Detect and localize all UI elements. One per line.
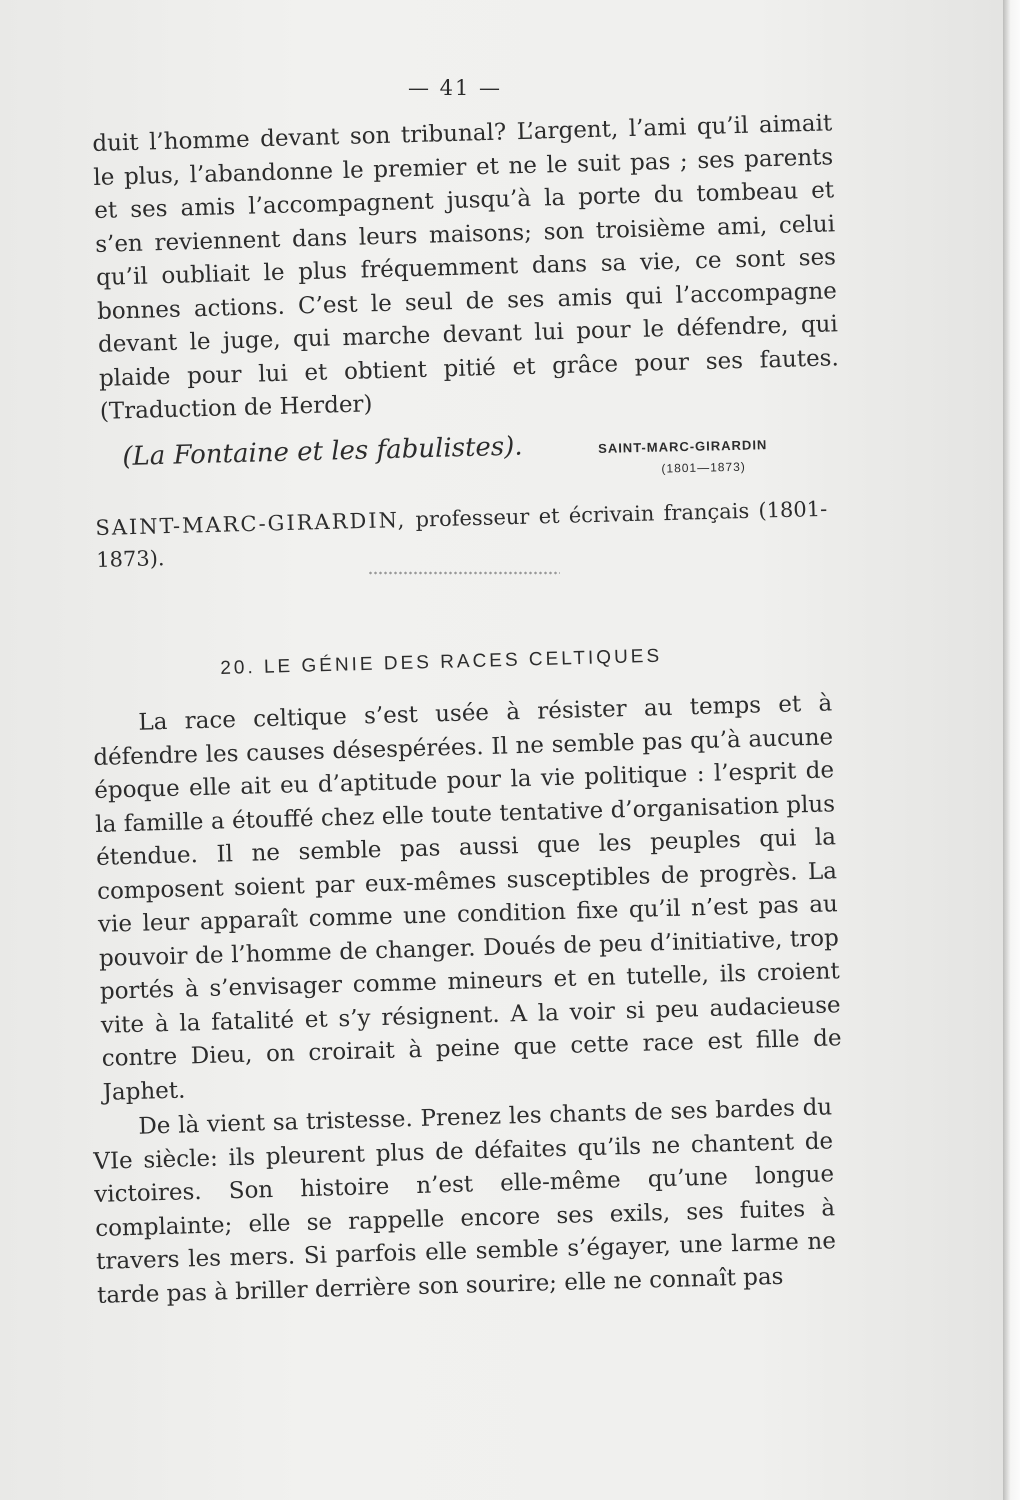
section-heading: 20. LE GÉNIE DES RACES CELTIQUES [220, 645, 663, 679]
portrait-caption-dates: (1801—1873) [661, 459, 746, 476]
paragraph-herder-quote: duit l’homme devant son tribunal? L’argent, l’ami qu’il aimait le plus, l’abandonne le premier et ne le suit pas ; ses parents et ses amis l’accompagnent jusqu’à la porte du tombeau et s’en reviennent dans leurs maisons; son troisième ami, celui qu’il oubliait le plus fréquemment dans sa vie, ce sont ses bonnes actions. C’est le seul de ses amis qui l’accompagne devant le juge, qui marche devant lui pour le défendre, qui plaide pour lui et obtient pitié et grâce pour ses fautes. (Traduction de Herder) [92, 110, 840, 425]
portrait-caption-name: SAINT-MARC-GIRARDIN [598, 437, 768, 456]
portrait-caption [598, 436, 799, 477]
author-note-text: professeur et écrivain français (1801-1873). [95, 496, 828, 572]
paragraph-sadness: De là vient sa tristesse. Prenez les chants de ses bardes du VIe siècle: ils pleurent plus de défaites qu’ils ne chantent de victoires. Son histoire n’est elle-même qu’une longue complainte; elle se rappelle encore ses exils, ses fuites à travers les mers. Si parfois elle semble s’égayer, une larme ne tarde pas à briller derrière son sourire; elle ne connaît pas [93, 1094, 837, 1309]
author-note-name: SAINT-MARC-GIRARDIN, [95, 507, 407, 540]
page-number: — 41 — [407, 76, 503, 100]
author-note [95, 493, 828, 576]
page-edge-shadow [1003, 0, 1020, 1500]
paragraph-celtic-race: La race celtique s’est usée à résister au temps et à défendre les causes désespérées. Il ne semble pas qu’à aucune époque elle ait eu d’aptitude pour la vie politique : l’esprit de la famille a étouffé chez elle toute tentative d’organisation plus étendue. Il ne semble pas aussi que les peuples qui la composent soient par eux-mêmes susceptibles de progrès. La vie leur apparaît comme une condition fixe qu’il n’est pas au pouvoir de l’homme de changer. Doués de peu d’initiative, trop portés à s’envisager comme mineurs et en tutelle, ils croient vite à la fatalité et s’y résignent. A la voir si peu audacieuse contre Dieu, on croirait à peine que cette race est fille de Japhet. [93, 690, 842, 1106]
separator-ornament [368, 570, 560, 576]
source-title: (La Fontaine et les fabulistes). [122, 431, 523, 472]
